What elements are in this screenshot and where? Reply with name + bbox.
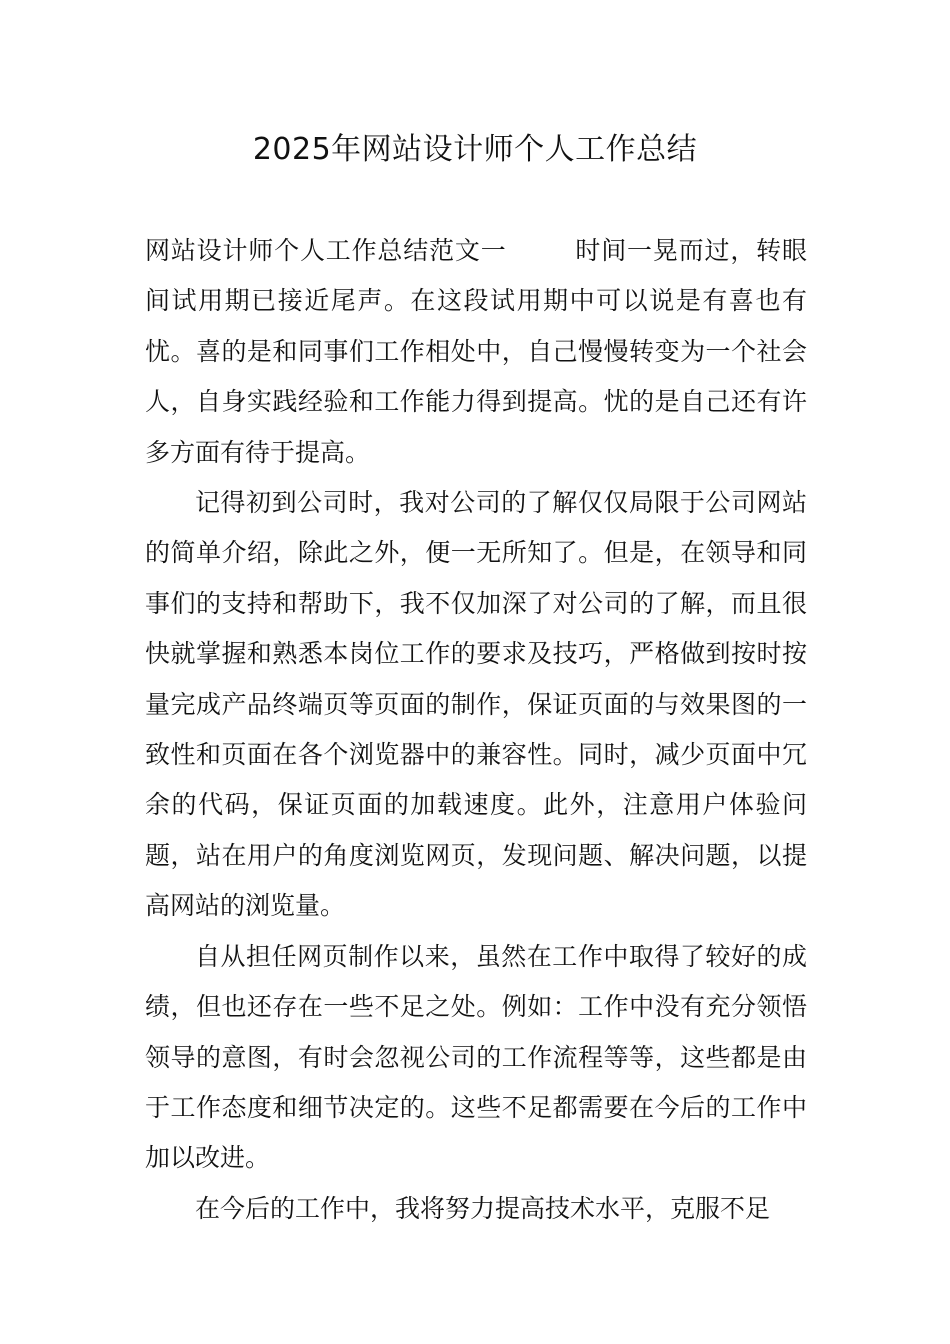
paragraph-text: 时间一晃而过，转眼间试用期已接近尾声。在这段试用期中可以说是有喜也有忧。喜的是和同事们工作相处中，自己慢慢转变为一个社会人，自身实践经验和工作能力得到提高。忧的是自己还有许多方面有待于提高。 (145, 236, 807, 467)
paragraph: 记得初到公司时，我对公司的了解仅仅局限于公司网站的简单介绍，除此之外，便一无所知了。但是，在领导和同事们的支持和帮助下，我不仅加深了对公司的了解，而且很快就掌握和熟悉本岗位工作的要求及技巧，严格做到按时按量完成产品终端页等页面的制作，保证页面的与效果图的一致性和页面在各个浏览器中的兼容性。同时，减少页面中冗余的代码，保证页面的加载速度。此外，注意用户体验问题，站在用户的角度浏览网页，发现问题、解决问题，以提高网站的浏览量。 (145, 488, 807, 921)
paragraph: 自从担任网页制作以来，虽然在工作中取得了较好的成绩，但也还存在一些不足之处。例如：工作中没有充分领悟领导的意图，有时会忽视公司的工作流程等等，这些都是由于工作态度和细节决定的。这些不足都需要在今后的工作中加以改进。 (145, 941, 807, 1173)
document-body (145, 226, 807, 1234)
paragraph-intro (145, 226, 807, 478)
section-heading: 网站设计师个人工作总结范文一 (145, 236, 507, 265)
paragraph: 在今后的工作中，我将努力提高技术水平，克服不足 (195, 1193, 771, 1223)
document-title: 2025年网站设计师个人工作总结 (252, 132, 698, 167)
